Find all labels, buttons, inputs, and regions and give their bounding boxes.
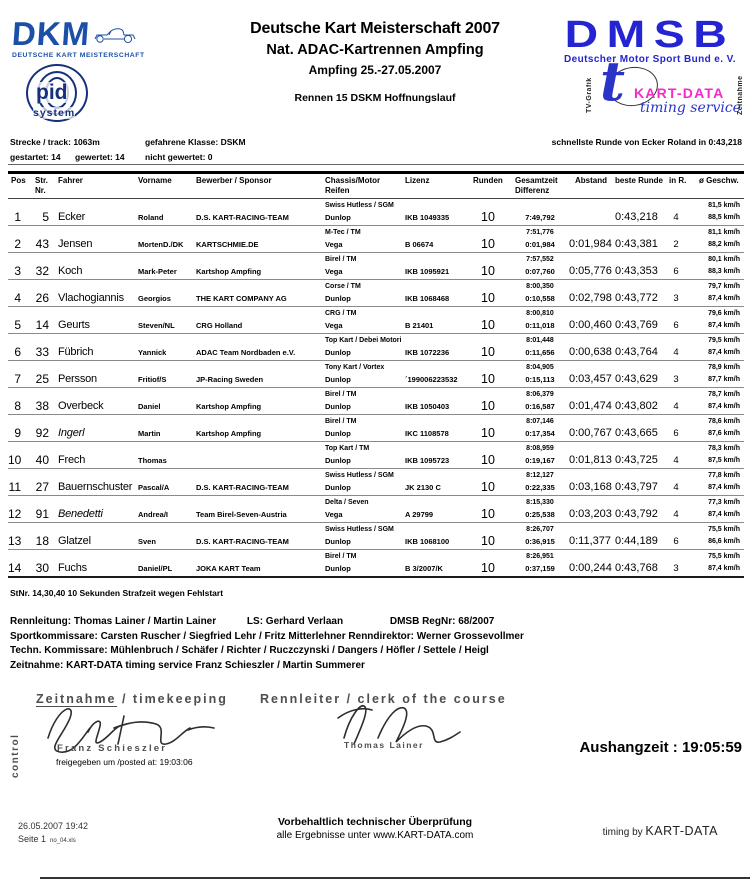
bestlap-time-cell: 0:43,725 [615,454,658,466]
not-classified-count: nicht gewertet: 0 [145,152,213,162]
bestlap-number-cell: 6 [673,428,679,439]
gap-cell: 0:00,460 [569,319,612,331]
table-row [8,226,744,253]
laps-cell: 10 [481,480,495,494]
firstname-cell: Andrea/I [138,510,169,519]
totaltime-cell: 7:57,552 0:07,760 [525,256,555,276]
driver-name-cell: Frech [58,454,86,466]
licence-cell: IKB 1049335 [405,213,450,222]
position-cell: 7 [14,372,21,386]
bestlap-number-cell: 6 [673,536,679,547]
gap-cell: 0:03,168 [569,481,612,493]
header-chassis: Chassis/Motor Reifen [325,175,381,195]
totaltime-cell: 8:00,350 0:10,558 [525,283,555,303]
avgspeed-cell: 81,5 km/h 88,5 km/h [708,202,740,221]
driver-name-cell: Koch [58,265,83,277]
chassis-tyre-cell: Top Kart / Debei Motori Dunlop [325,337,402,357]
header-gap: Abstand [575,175,607,185]
bestlap-time-cell: 0:43,772 [615,292,658,304]
fastest-lap-note: schnellste Runde von Ecker Roland in 0:43,218 [551,137,742,147]
licence-cell: IKC 1108578 [405,429,449,438]
avgspeed-cell: 78,3 km/h 87,5 km/h [708,445,740,464]
bestlap-number-cell: 4 [673,509,679,520]
bestlap-time-cell: 0:43,353 [615,265,658,277]
bestlap-number-cell: 3 [673,563,679,574]
totaltime-cell: 7:51,776 0:01,984 [525,229,555,249]
driver-name-cell: Vlachogiannis [58,292,124,304]
position-cell: 9 [14,426,21,440]
firstname-cell: Pascal/A [138,483,170,492]
licence-cell: ´199006223532 [405,375,458,384]
bestlap-time-cell: 0:43,802 [615,400,658,412]
tv-grafik-vertical-label: TV-Grafik [586,77,593,113]
chassis-tyre-cell: Corse / TM Dunlop [325,283,361,303]
firstname-cell: Martin [138,429,161,438]
chassis-tyre-cell: Birel / TM Dunlop [325,391,357,411]
gap-cell: 0:00,767 [569,427,612,439]
laps-cell: 10 [481,534,495,548]
bestlap-number-cell: 3 [673,374,679,385]
table-header [8,171,744,199]
totaltime-cell: 7:49,792 [525,213,555,222]
timing-by-label: timing by [602,827,646,838]
startnumber-cell: 30 [35,561,49,575]
licence-cell: B 06674 [405,240,434,249]
sponsor-cell: KARTSCHMIE.DE [196,240,259,249]
chassis-tyre-cell: Birel / TM Dunlop [325,553,357,573]
clerk-stamp-title: Rennleiter / clerk of the course [260,692,507,706]
totaltime-cell: 8:01,448 0:11,656 [525,337,555,357]
dkm-logo [10,15,187,60]
laps-cell: 10 [481,345,495,359]
driver-name-cell: Jensen [58,238,93,250]
sponsor-cell: Kartshop Ampfing [196,429,262,438]
sponsor-cell: D.S. KART-RACING-TEAM [196,537,289,546]
pid-logo-text: pid [36,81,68,104]
table-row [8,307,744,334]
sponsor-cell: D.S. KART-RACING-TEAM [196,483,289,492]
bestlap-number-cell: 4 [673,482,679,493]
driver-name-cell: Overbeck [58,400,104,412]
startnumber-cell: 25 [35,372,49,386]
posting-time: Aushangzeit : 19:05:59 [579,739,742,756]
chassis-tyre-cell: Top Kart / TM Dunlop [325,445,370,465]
header-avgspeed: ø Geschw. [699,175,739,185]
chassis-tyre-cell: Delta / Seven Vega [325,499,369,519]
pid-system-logo [26,64,88,122]
table-row [8,388,744,415]
gap-cell: 0:11,377 [569,535,612,547]
driver-name-cell: Ecker [58,211,86,223]
startnumber-cell: 14 [35,318,49,332]
table-row [8,550,744,578]
totaltime-cell: 8:00,810 0:11,018 [525,310,555,330]
event-date: Ampfing 25.-27.05.2007 [308,63,442,77]
laps-cell: 10 [481,372,495,386]
driver-name-cell: Ingerl [58,427,85,439]
sponsor-cell [196,442,325,468]
bestlap-time-cell: 0:43,764 [615,346,658,358]
chassis-tyre-cell: CRG / TM Vega [325,310,357,330]
driver-name-cell: Benedetti [58,508,103,520]
laps-cell: 10 [481,291,495,305]
position-cell: 3 [14,264,21,278]
timekeeper-name-stamp: Franz Schieszler [57,743,168,754]
kart-data-t-glyph: t [600,49,625,113]
officials-line-3: Techn. Kommissare: Mühlenbruch / Schäfer / Richter / Ruczczynski / Dangers / Höfler / Settele / Heigl [10,645,489,656]
totaltime-cell: 8:26,707 0:36,915 [525,526,555,546]
gap-cell: 0:01,984 [569,238,612,250]
chassis-tyre-cell: Birel / TM Dunlop [325,418,357,438]
sponsor-cell: JOKA KART Team [196,564,261,573]
started-count: gestartet: 14 [10,152,61,162]
table-row [8,496,744,523]
startnumber-cell: 33 [35,345,49,359]
chassis-tyre-cell: Swiss Hutless / SGM Dunlop [325,202,394,222]
classified-count: gewertet: 14 [75,152,125,162]
file-name: no_04.xls [50,838,76,844]
header-bestlap: beste Runde [615,175,664,185]
laps-cell: 10 [481,210,495,224]
firstname-cell: Roland [138,213,164,222]
startnumber-cell: 38 [35,399,49,413]
header-startnumber: Str. Nr. [35,175,48,195]
bestlap-number-cell: 4 [673,401,679,412]
totaltime-cell: 8:07,146 0:17,354 [525,418,555,438]
bestlap-time-cell: 0:43,769 [615,319,658,331]
gap-cell: 0:00,244 [569,562,612,574]
gap-cell: 0:00,638 [569,346,612,358]
chassis-tyre-cell: Birel / TM Vega [325,256,357,276]
driver-name-cell: Persson [58,373,97,385]
table-row [8,442,744,469]
firstname-cell: Yannick [138,348,167,357]
gap-cell: 0:03,457 [569,373,612,385]
licence-cell: JK 2130 C [405,483,441,492]
chassis-tyre-cell: M-Tec / TM Vega [325,229,361,249]
laps-cell: 10 [481,399,495,413]
table-row [8,253,744,280]
officials-line-4: Zeitnahme: KART-DATA timing service Franz Schieszler / Martin Summerer [10,659,365,671]
firstname-cell: Daniel/PL [138,564,173,573]
position-cell: 8 [14,399,21,413]
position-cell: 13 [8,534,22,548]
sponsor-cell: Kartshop Ampfing [196,267,262,276]
control-vertical-stamp: control [10,733,21,778]
event-title: Deutsche Kart Meisterschaft 2007 [250,20,500,37]
bestlap-number-cell: 6 [673,266,679,277]
firstname-cell: Sven [138,537,156,546]
totaltime-cell: 8:04,905 0:15,113 [525,364,555,384]
table-row [8,334,744,361]
totaltime-cell: 8:06,379 0:16,587 [525,391,555,411]
officials-block [10,615,524,673]
gap-cell: 0:01,813 [569,454,612,466]
race-title: Rennen 15 DSKM Hoffnungslauf [294,92,456,104]
bestlap-number-cell: 4 [673,455,679,466]
licence-cell: IKB 1050403 [405,402,450,411]
avgspeed-cell: 75,5 km/h 87,4 km/h [708,553,740,572]
bestlap-time-cell: 0:43,768 [615,562,658,574]
bestlap-time-cell: 0:44,189 [615,535,658,547]
laps-cell: 10 [481,561,495,575]
sponsor-cell: D.S. KART-RACING-TEAM [196,213,289,222]
startnumber-cell: 18 [35,534,49,548]
officials-line-1 [10,615,524,630]
bestlap-time-cell: 0:43,629 [615,373,658,385]
bestlap-time-cell: 0:43,797 [615,481,658,493]
gap-cell: 0:05,776 [569,265,612,277]
header-bestlap-number: in R. [669,175,687,185]
dkm-logo-text: DKM [10,15,92,52]
chassis-tyre-cell: Tony Kart / Vortex Dunlop [325,364,385,384]
driver-name-cell: Geurts [58,319,90,331]
totaltime-cell: 8:15,330 0:25,538 [525,499,555,519]
bestlap-number-cell: 2 [673,239,679,250]
startnumber-cell: 91 [35,507,49,521]
licence-cell: IKB 1072236 [405,348,450,357]
posted-time: freigegeben um /posted at: 19:03:06 [56,757,193,767]
position-cell: 10 [8,453,22,467]
avgspeed-cell: 77,3 km/h 87,4 km/h [708,499,740,518]
licence-cell: IKB 1068100 [405,537,450,546]
header-licence: Lizenz [405,175,430,185]
bestlap-time-cell: 0:43,381 [615,238,658,250]
table-row [8,361,744,388]
results-table [8,171,744,578]
dmsb-logo-subtitle: Deutscher Motor Sport Bund e. V. [564,54,736,65]
dmsb-logo [552,14,748,65]
disclaimer: Vorbehaltlich technischer Überprüfung [277,816,473,828]
bestlap-number-cell: 4 [673,347,679,358]
licence-cell: IKB 1095723 [405,456,450,465]
clerk-name-stamp: Thomas Lainer [344,740,424,750]
position-cell: 4 [14,291,21,305]
dmsb-logo-text: DMSB [564,14,736,56]
page-number: Seite 1 [18,834,47,844]
position-cell: 6 [14,345,21,359]
pid-logo-subtitle: system [33,107,76,119]
header-laps: Runden [473,175,503,185]
driver-name-cell: Fübrich [58,346,94,358]
laps-cell: 10 [481,507,495,521]
avgspeed-cell: 80,1 km/h 88,3 km/h [708,256,740,275]
licence-cell: B 21401 [405,321,434,330]
totaltime-cell: 8:26,951 0:37,159 [525,553,555,573]
firstname-cell: Steven/NL [138,321,175,330]
laps-cell: 10 [481,237,495,251]
bestlap-number-cell: 4 [673,212,679,223]
bestlap-time-cell: 0:43,218 [615,211,658,223]
avgspeed-cell: 77,8 km/h 87,4 km/h [708,472,740,491]
class-driven: gefahrene Klasse: DSKM [145,137,246,147]
avgspeed-cell: 81,1 km/h 88,2 km/h [708,229,740,248]
position-cell: 12 [8,507,22,521]
results-body [8,199,744,578]
gap-cell: 0:02,798 [569,292,612,304]
laps-cell: 10 [481,453,495,467]
chassis-tyre-cell: Swiss Hutless / SGM Dunlop [325,526,394,546]
officials-line-2: Sportkommissare: Carsten Ruscher / Siegfried Lehr / Fritz Mitterlehner Renndirektor: Werner Grossevollmer [10,630,524,642]
zeitnahme-vertical-label: Zeitnahme [737,75,744,115]
kart-sketch-icon [93,24,137,49]
totaltime-cell: 8:08,959 0:19,167 [525,445,555,465]
header-firstname: Vorname [138,175,172,185]
startnumber-cell: 92 [35,426,49,440]
table-row [8,469,744,496]
bestlap-time-cell: 0:43,792 [615,508,658,520]
kart-data-wordmark: KART-DATA [634,85,725,101]
laps-cell: 10 [481,426,495,440]
gap-cell: 0:03,203 [569,508,612,520]
startnumber-cell: 32 [35,264,49,278]
sponsor-cell: ADAC Team Nordbaden e.V. [196,348,296,357]
timekeeping-stamp-title: Zeitnahme / timekeeping [36,692,228,706]
sponsor-cell: THE KART COMPANY AG [196,294,287,303]
firstname-cell: MortenD./DK [138,240,184,249]
firstname-cell: Fritiof/S [138,375,167,384]
track-length: Strecke / track: 1063m [10,137,100,147]
results-url: alle Ergebnisse unter www.KART-DATA.com [276,830,474,841]
licence-cell: IKB 1095921 [405,267,450,276]
sponsor-cell: CRG Holland [196,321,243,330]
laps-cell: 10 [481,318,495,332]
startnumber-cell: 43 [35,237,49,251]
firstname-cell: Daniel [138,402,161,411]
table-row [8,199,744,226]
avgspeed-cell: 78,6 km/h 87,6 km/h [708,418,740,437]
totaltime-cell: 8:12,127 0:22,335 [525,472,555,492]
title-block [190,20,560,104]
avgspeed-cell: 75,5 km/h 86,6 km/h [708,526,740,545]
licence-cell: IKB 1068468 [405,294,450,303]
chassis-tyre-cell: Swiss Hutless / SGM Dunlop [325,472,394,492]
position-cell: 1 [14,210,21,224]
sponsor-cell: JP-Racing Sweden [196,375,264,384]
gap-cell [569,199,615,225]
firstname-cell: Thomas [138,456,167,465]
avgspeed-cell: 78,9 km/h 87,7 km/h [708,364,740,383]
bestlap-time-cell: 0:43,665 [615,427,658,439]
startnumber-cell: 26 [35,291,49,305]
sponsor-cell: Team Birel-Seven-Austria [196,510,287,519]
race-direction: Rennleitung: Thomas Lainer / Martin Lainer [10,616,217,627]
footer-right [603,824,718,838]
position-cell: 14 [8,561,22,575]
avgspeed-cell: 78,7 km/h 87,4 km/h [708,391,740,410]
licence-cell: A 29799 [405,510,434,519]
driver-name-cell: Bauernschuster [58,481,133,493]
position-cell: 2 [14,237,21,251]
licence-cell: B 3/2007/K [405,564,443,573]
bestlap-number-cell: 3 [673,293,679,304]
header-totaltime: Gesamtzeit Differenz [515,175,558,195]
laps-cell: 10 [481,264,495,278]
gap-cell: 0:01,474 [569,400,612,412]
header-sponsor: Bewerber / Sponsor [196,175,272,185]
timing-service-script: timing service [640,100,741,116]
avgspeed-cell: 79,6 km/h 87,4 km/h [708,310,740,329]
driver-name-cell: Glatzel [58,535,91,547]
bestlap-number-cell: 6 [673,320,679,331]
ls-official: LS: Gerhard Verlaan [246,616,344,627]
dmsb-regnr: DMSB RegNr: 68/2007 [389,616,495,627]
table-row [8,523,744,550]
position-cell: 5 [14,318,21,332]
print-datetime: 26.05.2007 19:42 [18,821,89,831]
avgspeed-cell: 79,7 km/h 87,4 km/h [708,283,740,302]
event-subtitle: Nat. ADAC-Kartrennen Ampfing [266,42,484,58]
dkm-logo-subtitle: DEUTSCHE KART MEISTERSCHAFT [12,52,145,60]
position-cell: 11 [8,480,21,494]
kart-data-brand: KART-DATA [645,824,718,838]
driver-name-cell: Fuchs [58,562,87,574]
penalty-note: StNr. 14,30,40 10 Sekunden Strafzeit wegen Fehlstart [10,588,224,598]
table-row [8,415,744,442]
header-pos: Pos [11,175,26,185]
startnumber-cell: 5 [42,210,49,224]
startnumber-cell: 27 [35,480,49,494]
table-row [8,280,744,307]
firstname-cell: Mark-Peter [138,267,177,276]
header-driver: Fahrer [58,175,83,185]
sponsor-cell: Kartshop Ampfing [196,402,262,411]
startnumber-cell: 40 [35,453,49,467]
avgspeed-cell: 79,5 km/h 87,4 km/h [708,337,740,356]
info-divider [8,164,744,165]
firstname-cell: Georgios [138,294,171,303]
